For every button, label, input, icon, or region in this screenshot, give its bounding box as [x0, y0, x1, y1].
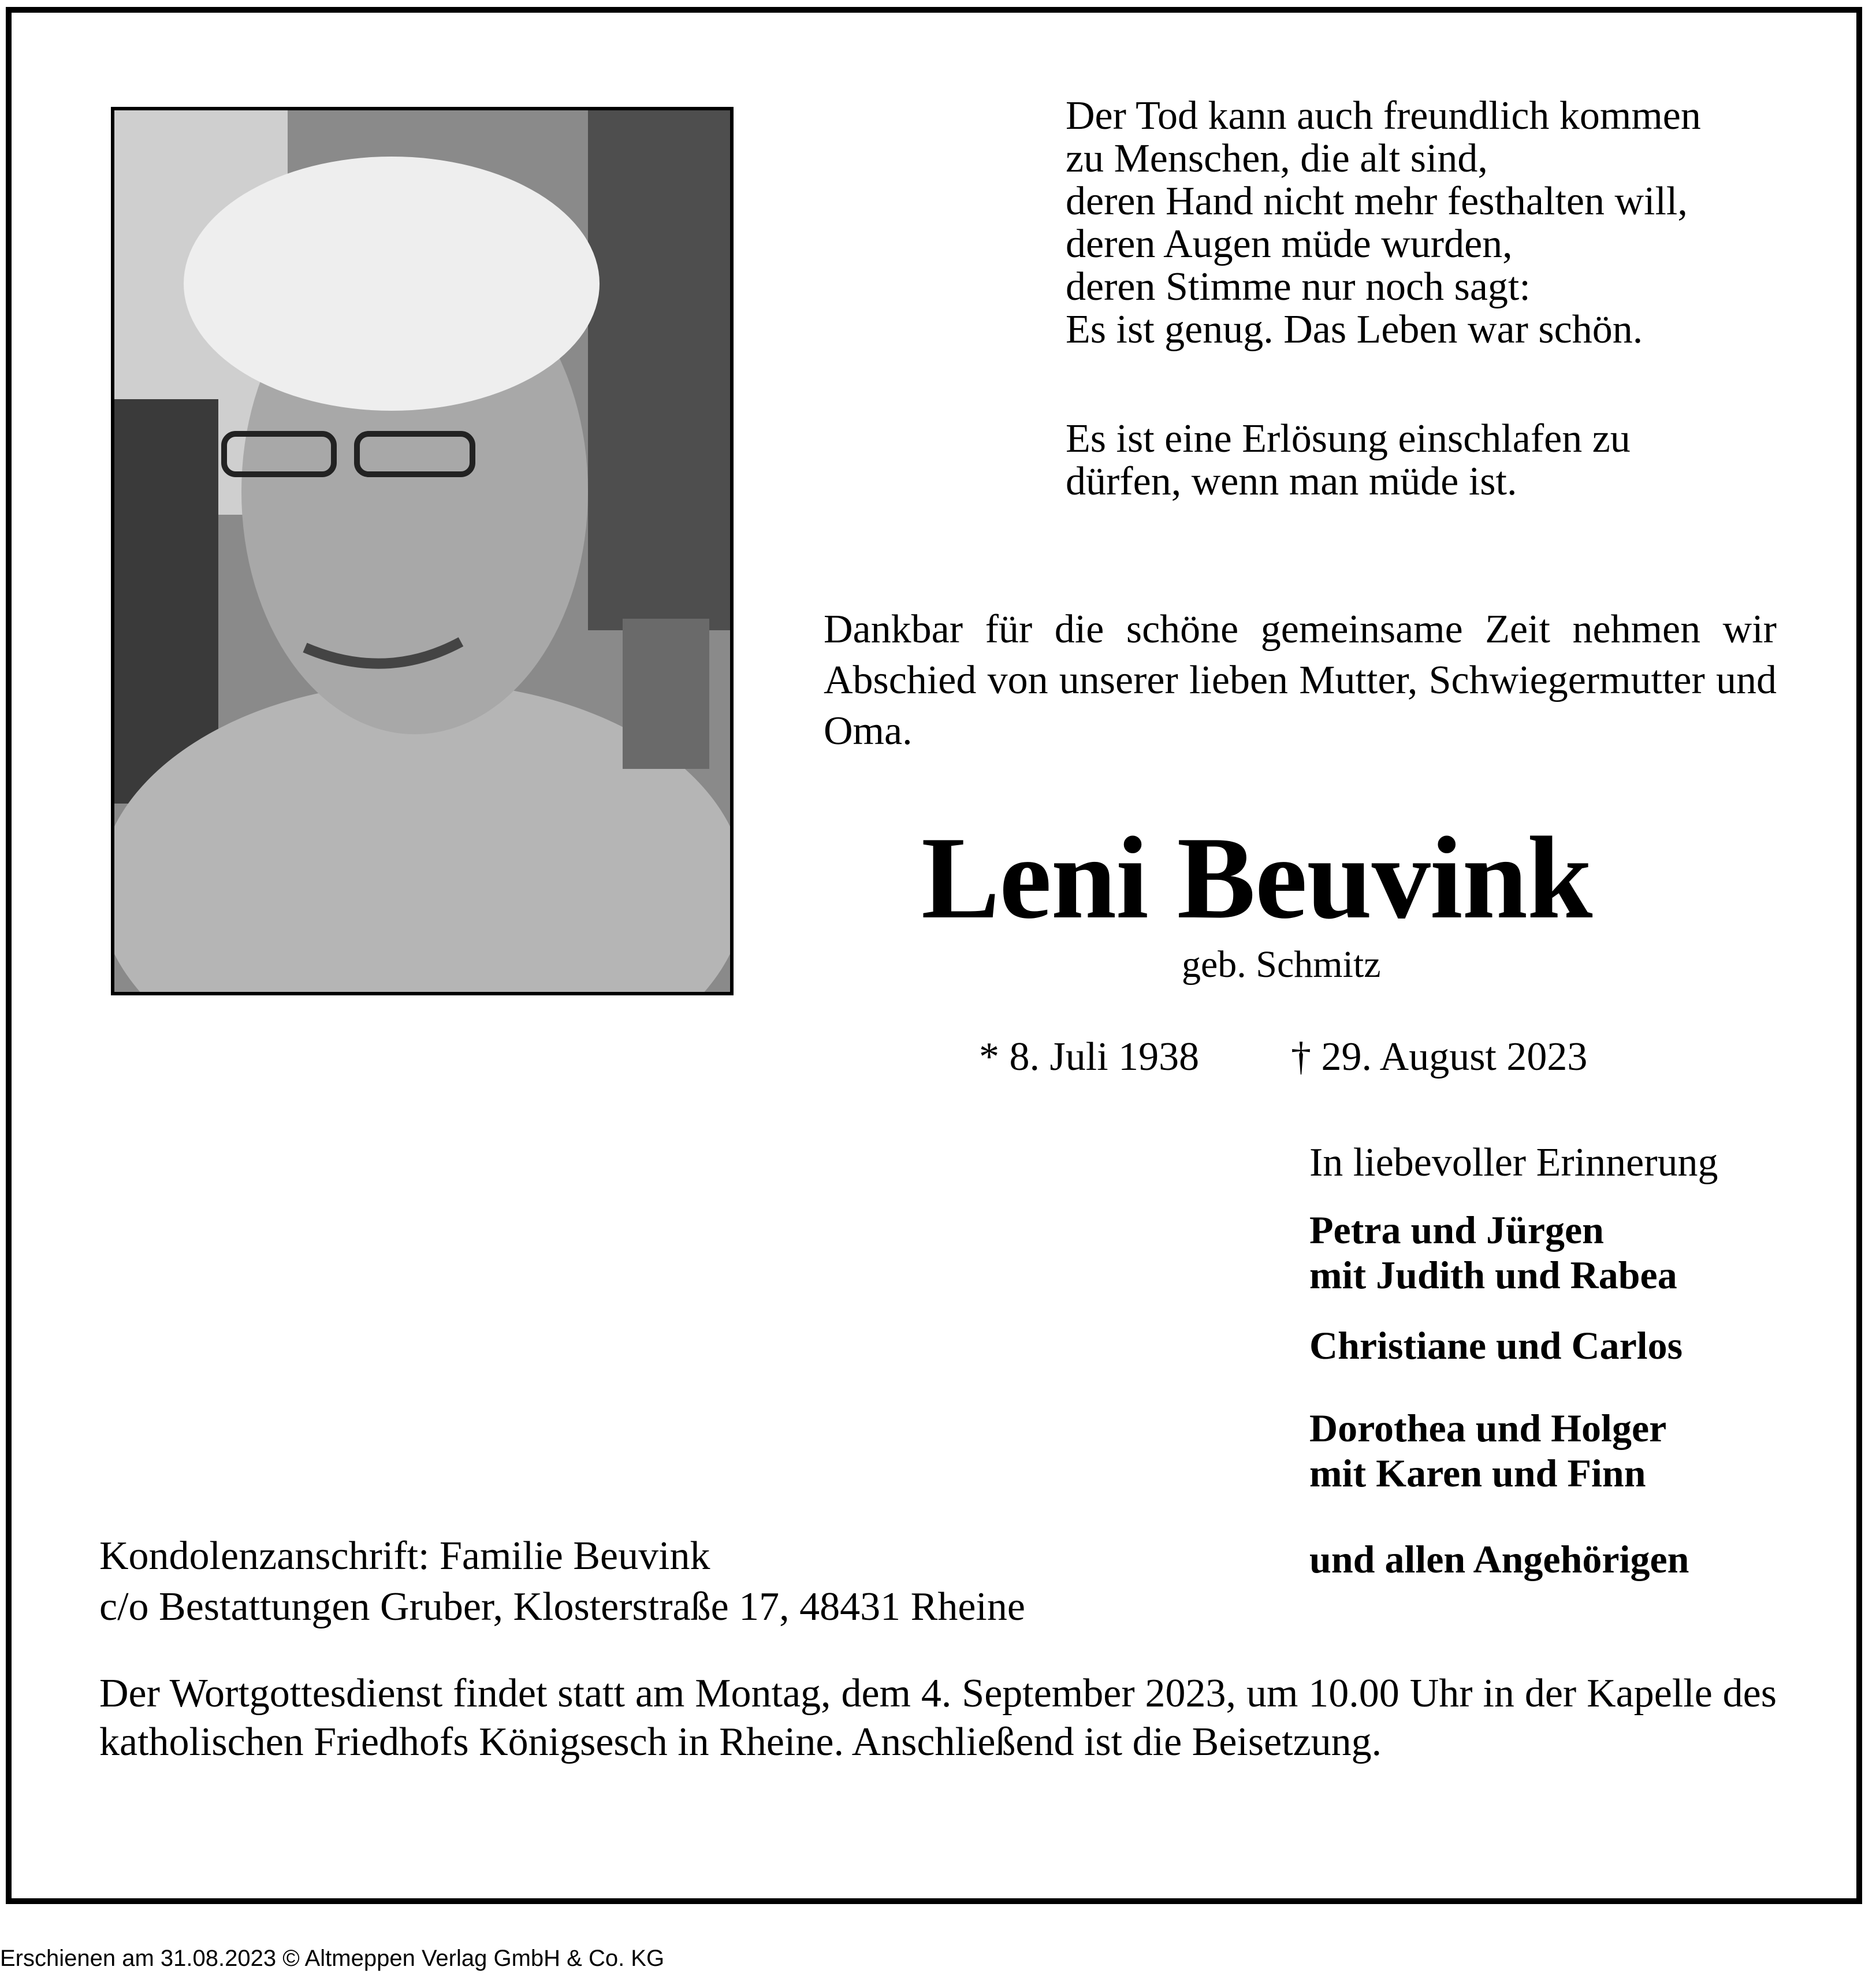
- condolence-address: [99, 1531, 1025, 1633]
- poem-line: deren Hand nicht mehr festhalten will,: [1066, 179, 1688, 224]
- birth-date: * 8. Juli 1938: [979, 1035, 1200, 1079]
- maiden-name: geb. Schmitz: [1182, 943, 1381, 986]
- poem-stanza-2: [1066, 418, 1631, 503]
- poem-line: deren Stimme nur noch sagt:: [1066, 265, 1531, 309]
- poem-line: Der Tod kann auch freundlich kommen: [1066, 94, 1701, 138]
- family-line: und allen Angehörigen: [1309, 1537, 1689, 1581]
- deceased-name: Leni Beuvink: [921, 813, 1592, 943]
- family-group: [1309, 1406, 1666, 1496]
- condolence-line: Kondolenzanschrift: Familie Beuvink: [99, 1534, 710, 1578]
- family-line: Christiane und Carlos: [1309, 1323, 1683, 1367]
- family-line: Dorothea und Holger: [1309, 1406, 1667, 1450]
- family-line: mit Karen und Finn: [1309, 1451, 1646, 1495]
- poem-line: deren Augen müde wurden,: [1066, 222, 1513, 266]
- poem-line: Es ist eine Erlösung einschlafen zu: [1066, 417, 1631, 461]
- poem-line: dürfen, wenn man müde ist.: [1066, 459, 1517, 504]
- poem-stanza-1: [1066, 95, 1701, 351]
- family-line: mit Judith und Rabea: [1309, 1253, 1677, 1297]
- poem-line: zu Menschen, die alt sind,: [1066, 136, 1488, 181]
- death-date: † 29. August 2023: [1291, 1035, 1588, 1079]
- condolence-line: c/o Bestattungen Gruber, Klosterstraße 17, 48431 Rheine: [99, 1585, 1025, 1629]
- publication-footer: Erschienen am 31.08.2023 © Altmeppen Verlag GmbH & Co. KG: [0, 1946, 665, 1971]
- family-line: Petra und Jürgen: [1309, 1208, 1604, 1252]
- family-group: [1309, 1323, 1683, 1368]
- poem-line: Es ist genug. Das Leben war schön.: [1066, 307, 1643, 352]
- service-info: Der Wortgottesdienst findet statt am Montag, dem 4. September 2023, um 10.00 Uhr in der Kapelle des katholischen Friedhofs Königsesch in Rheine. Anschließend ist die Beisetzung.: [99, 1671, 1777, 1764]
- family-group: [1309, 1537, 1689, 1582]
- memory-line: In liebevoller Erinnerung: [1309, 1140, 1718, 1185]
- family-group: [1309, 1207, 1677, 1297]
- portrait-photo: [111, 107, 734, 995]
- intro-text: Dankbar für die schöne gemeinsame Zeit nehmen wir Abschied von unserer lieben Mutter, Schwiegermutter und Oma.: [824, 607, 1777, 753]
